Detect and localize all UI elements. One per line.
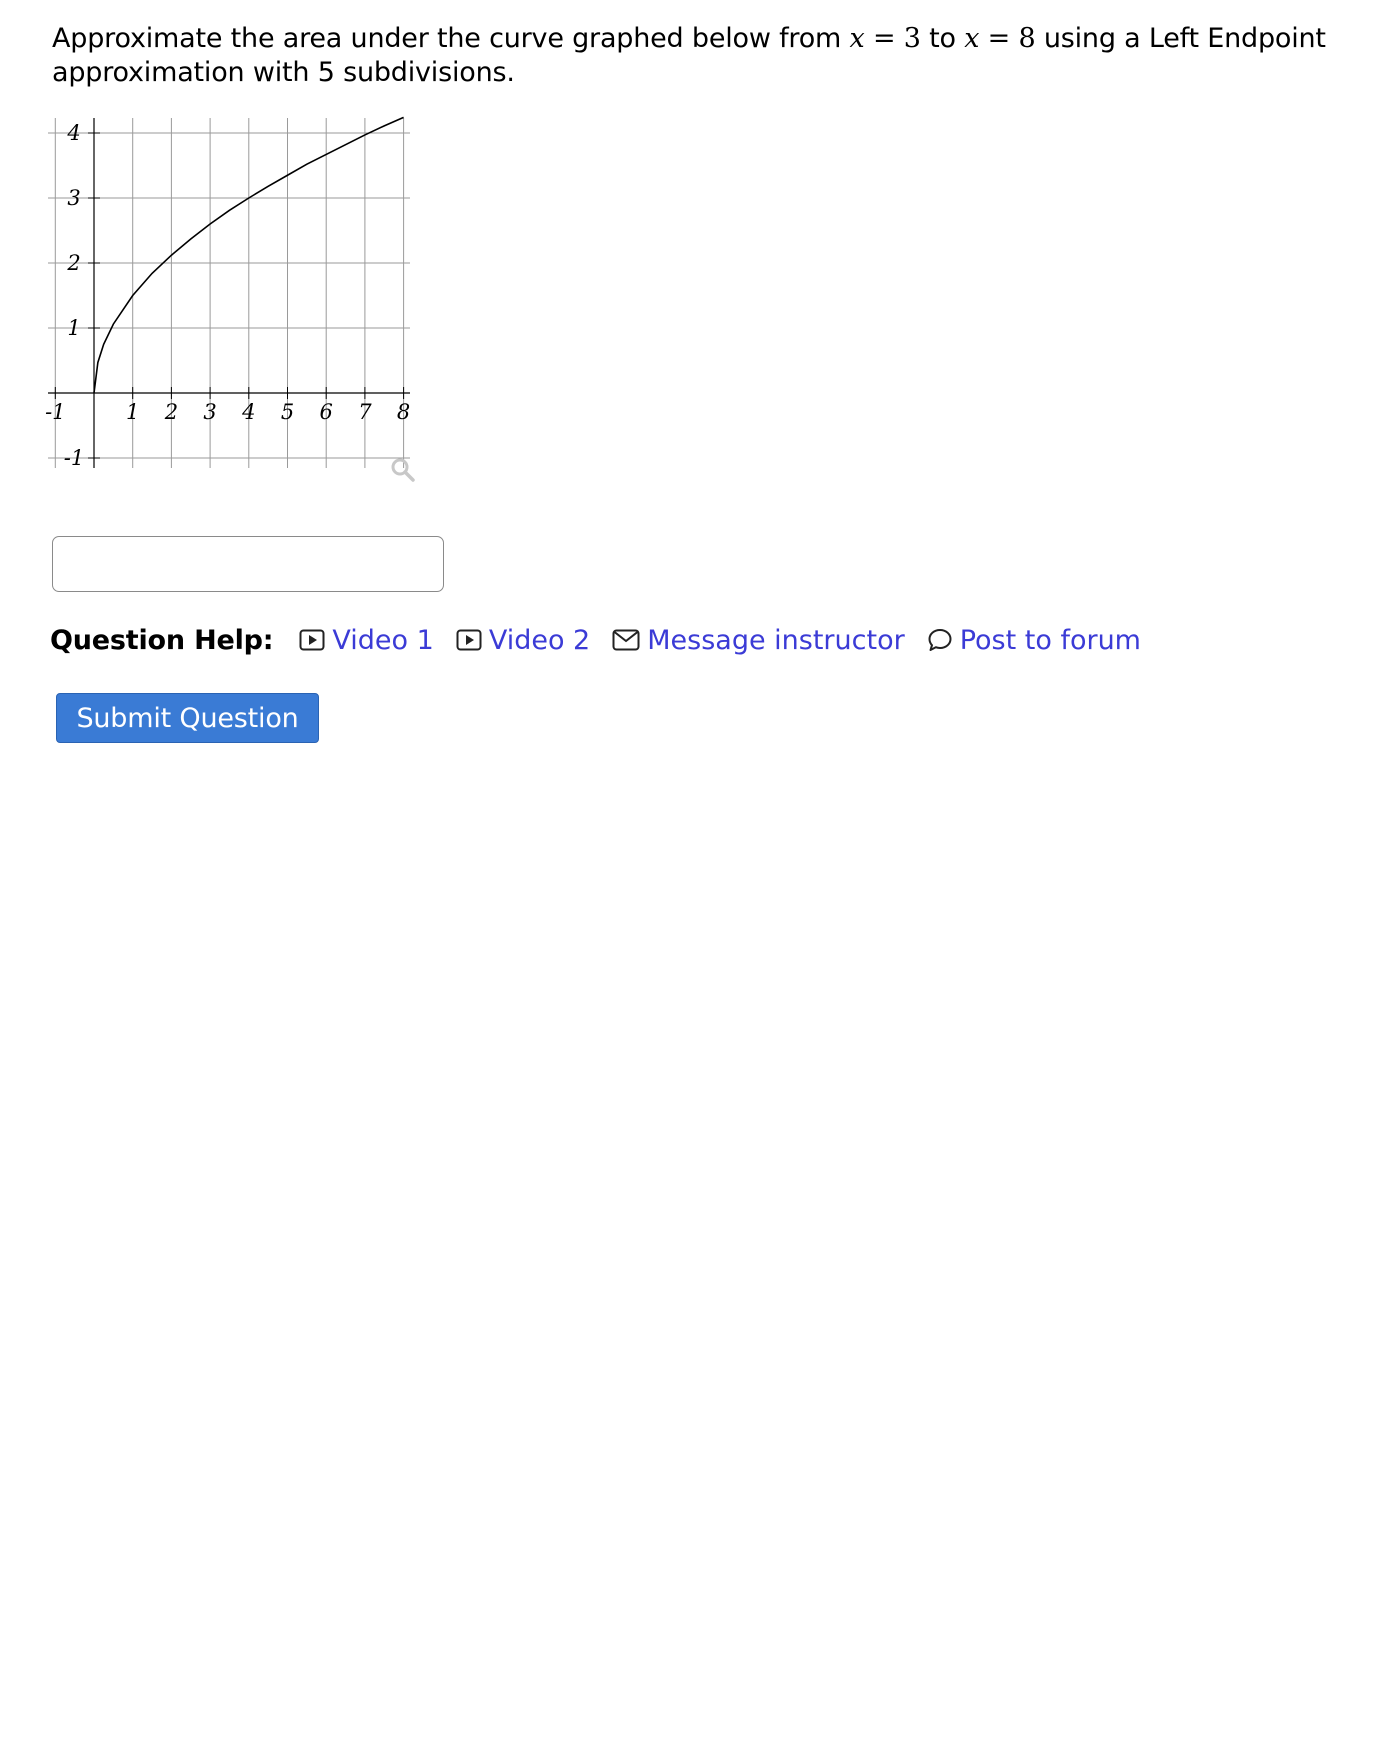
x-tick-label: 4	[242, 400, 256, 424]
x-tick-label: 3	[203, 400, 217, 424]
magnifier-icon[interactable]	[393, 460, 413, 480]
speech-bubble-icon	[927, 627, 953, 653]
y-tick-label: 1	[67, 316, 81, 340]
submit-question-button[interactable]: Submit Question	[56, 693, 319, 743]
x-tick-label: 5	[280, 400, 295, 424]
graph-svg	[45, 118, 458, 530]
question-text-end: using a Left Endpoint approximation with 5 subdivisions.	[52, 23, 1326, 88]
answer-input[interactable]	[52, 536, 444, 592]
x-tick-label: 6	[319, 400, 333, 424]
x-tick-label: 1	[126, 400, 140, 424]
post-to-forum-label: Post to forum	[959, 624, 1141, 656]
math-x-start: x = 3	[849, 23, 921, 54]
question-text	[52, 22, 1342, 90]
video-2-link[interactable]	[456, 625, 590, 656]
y-tick-label: -1	[63, 446, 85, 470]
x-tick-label: 2	[164, 400, 179, 424]
play-box-icon	[456, 629, 482, 651]
video-2-label: Video 2	[488, 624, 591, 656]
y-tick-label: 2	[67, 251, 81, 275]
x-tick-label: 8	[396, 400, 411, 424]
tick-labels	[45, 121, 410, 470]
envelope-icon	[612, 629, 640, 651]
y-tick-label: 4	[67, 121, 81, 145]
video-1-label: Video 1	[332, 624, 434, 656]
grid	[48, 118, 410, 468]
message-instructor-link[interactable]	[612, 625, 904, 656]
math-x-end: x = 8	[964, 23, 1036, 54]
graph	[45, 118, 458, 530]
question-text-mid: to	[920, 23, 965, 54]
y-tick-label: 3	[67, 186, 81, 210]
post-to-forum-link[interactable]	[927, 625, 1141, 656]
x-tick-label: 7	[358, 400, 372, 424]
play-box-icon	[299, 629, 325, 651]
video-1-link[interactable]	[299, 625, 433, 656]
question-help-label: Question Help:	[50, 624, 274, 656]
axes	[48, 118, 410, 468]
question-text-start: Approximate the area under the curve graphed below from	[52, 23, 850, 54]
question-help	[50, 620, 1163, 660]
message-instructor-label: Message instructor	[647, 624, 905, 656]
x-tick-label: -1	[45, 400, 66, 424]
